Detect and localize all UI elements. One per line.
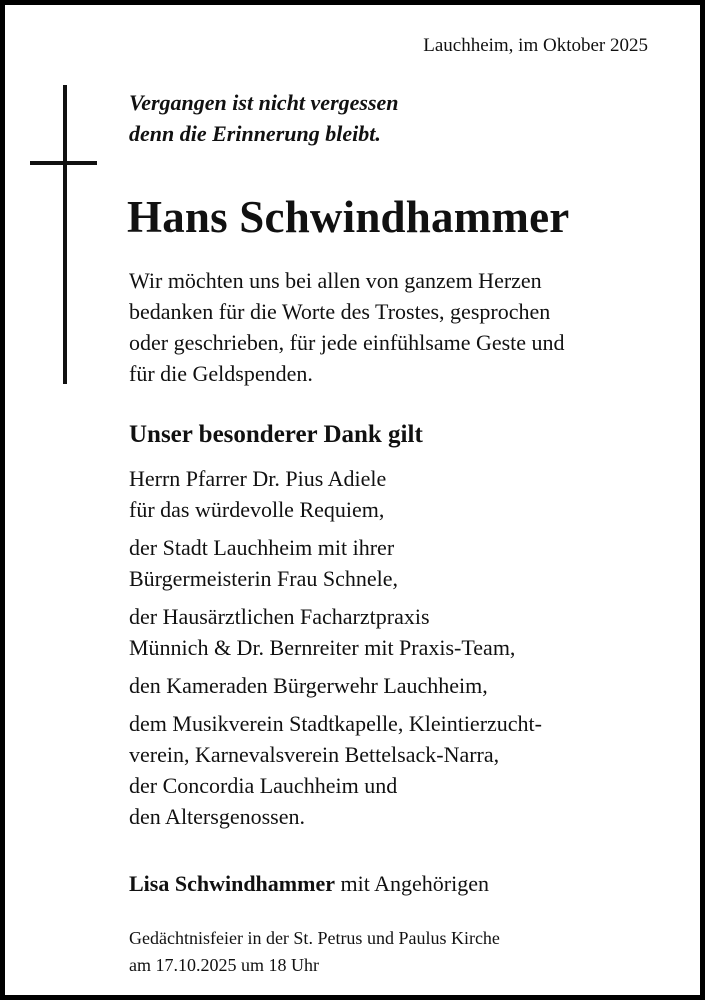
thanks-line: Münnich & Dr. Bernreiter mit Praxis-Team, [129,635,516,660]
thanks-line: Bürgermeisterin Frau Schnele, [129,566,399,591]
thanks-line: der Stadt Lauchheim mit ihrer [129,535,395,560]
thanks-line: Herrn Pfarrer Dr. Pius Adiele [129,466,387,491]
intro-text [129,265,689,389]
intro-line: Wir möchten uns bei allen von ganzem Herzen [129,268,542,293]
cross-horizontal-bar [30,161,97,165]
obituary-card [5,5,700,995]
thanks-line: den Altersgenossen. [129,804,305,829]
place-date: Lauchheim, im Oktober 2025 [423,35,648,56]
memorial-line: am 17.10.2025 um 18 Uhr [129,955,319,975]
thanks-group [129,708,689,832]
thanks-list [129,463,689,839]
signature-name: Lisa Schwindhammer [129,871,335,896]
thanks-line: der Hausärztlichen Facharztpraxis [129,604,430,629]
intro-line: bedanken für die Worte des Trostes, gesprochen [129,299,551,324]
thanks-line: für das würdevolle Requiem, [129,497,385,522]
thanks-group [129,601,689,663]
signature [129,871,489,897]
thanks-line: der Concordia Lauchheim und [129,773,398,798]
motto-line: denn die Erinnerung bleibt. [129,121,381,146]
motto-line: Vergangen ist nicht vergessen [129,90,399,115]
memorial-service [129,925,500,979]
deceased-name: Hans Schwindhammer [127,192,570,242]
intro-line: für die Geldspenden. [129,361,313,386]
thanks-line: verein, Karnevalsverein Bettelsack-Narra, [129,742,500,767]
thanks-line: dem Musikverein Stadtkapelle, Kleintierzucht- [129,711,542,736]
thanks-group [129,670,689,701]
thanks-group [129,532,689,594]
cross-vertical-bar [63,85,67,384]
thanks-line: den Kameraden Bürgerwehr Lauchheim, [129,673,488,698]
signature-suffix: mit Angehörigen [334,871,489,896]
memorial-line: Gedächtnisfeier in der St. Petrus und Paulus Kirche [129,928,500,948]
intro-line: oder geschrieben, für jede einfühlsame Geste und [129,330,565,355]
motto [129,87,399,149]
thanks-group [129,463,689,525]
thanks-heading: Unser besonderer Dank gilt [129,421,423,448]
